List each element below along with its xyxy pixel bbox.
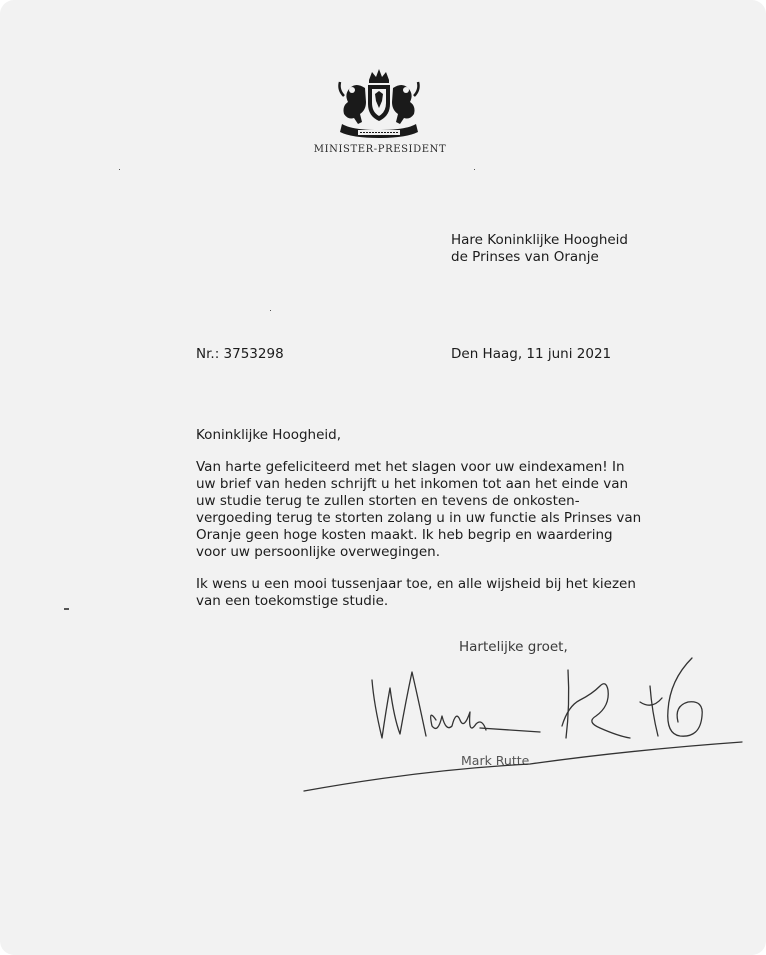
body-line: vergoeding terug te storten zolang u in uw functie als Prinses van xyxy=(196,510,642,526)
body-paragraph-2 xyxy=(196,576,636,610)
closing: Hartelijke groet, xyxy=(459,639,568,655)
royal-coat-of-arms-icon xyxy=(332,66,426,138)
handwritten-signature-icon xyxy=(300,650,750,800)
office-title: MINISTER-PRESIDENT xyxy=(313,144,447,155)
addressee-line-1: Hare Koninklijke Hoogheid xyxy=(451,232,629,248)
salutation: Koninklijke Hoogheid, xyxy=(196,427,342,443)
body-line: uw brief van heden schrijft u het inkomen tot aan het einde van xyxy=(196,476,629,492)
signer-name: Mark Rutte xyxy=(461,753,530,768)
reference-number: Nr.: 3753298 xyxy=(196,346,284,362)
scan-speck xyxy=(119,169,120,170)
scan-speck xyxy=(474,169,475,170)
scan-speck xyxy=(270,310,271,311)
body-line: voor uw persoonlijke overwegingen. xyxy=(196,544,441,560)
body-line: Ik wens u een mooi tussenjaar toe, en alle wijsheid bij het kiezen xyxy=(196,576,636,592)
body-line: Oranje geen hoge kosten maakt. Ik heb begrip en waardering xyxy=(196,527,613,543)
body-line: van een toekomstige studie. xyxy=(196,593,389,609)
body-line: uw studie terug te zullen storten en tevens de onkosten- xyxy=(196,493,580,509)
addressee-line-2: de Prinses van Oranje xyxy=(451,249,599,265)
scan-speck xyxy=(64,608,69,610)
addressee-block xyxy=(451,232,628,266)
body-paragraph-1 xyxy=(196,459,641,561)
body-line: Van harte gefeliciteerd met het slagen voor uw eindexamen! In xyxy=(196,459,625,475)
place-date: Den Haag, 11 juni 2021 xyxy=(451,346,612,362)
